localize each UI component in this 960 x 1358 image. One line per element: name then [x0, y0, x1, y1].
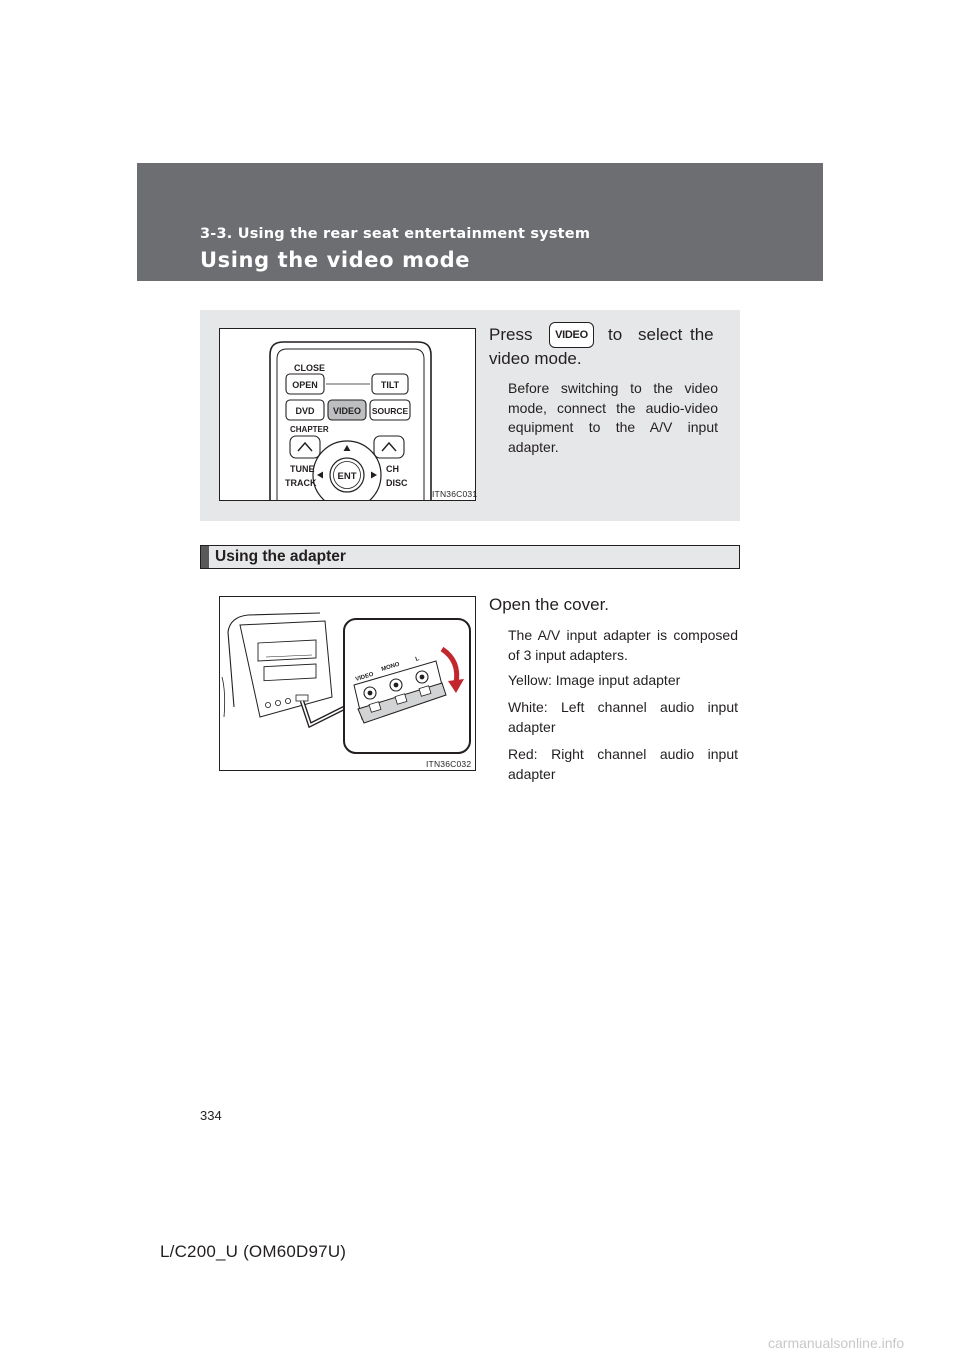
open-button-label: OPEN — [292, 380, 318, 390]
track-label: TRACK — [285, 478, 317, 488]
close-label: CLOSE — [294, 363, 326, 373]
video-key-badge: VIDEO — [549, 322, 594, 348]
jack-label-mono: MONO — [380, 661, 401, 673]
adapter-note: White: Left channel audio input adapter — [508, 699, 738, 735]
sub-heading-text: Using the adapter — [215, 548, 346, 565]
adapter-figure — [219, 596, 476, 771]
instruction-word: the — [690, 325, 714, 344]
step1-note: Before switching to the video mode, connect the audio-video equipment to the A/V input adapter. — [508, 380, 718, 455]
remote-control-figure — [219, 328, 476, 501]
ent-button-label: ENT — [337, 471, 357, 482]
remote-control-illustration — [220, 329, 478, 500]
page-number: 334 — [200, 1108, 222, 1123]
adapter-note: Red: Right channel audio input adapter — [508, 746, 738, 782]
sub-heading — [200, 545, 740, 569]
disc-label: DISC — [386, 478, 408, 488]
step2-instruction: Open the cover. — [489, 595, 610, 614]
section-label: 3-3. Using the rear seat entertainment system — [200, 226, 591, 242]
page-title: Using the video mode — [200, 248, 471, 272]
figure-id: ITN36C032 — [426, 759, 472, 769]
footer-code: L/C200_U (OM60D97U) — [160, 1242, 347, 1261]
tilt-button-label: TILT — [380, 380, 400, 390]
adapter-note: The A/V input adapter is composed of 3 input adapters. — [508, 627, 738, 663]
adapter-illustration — [220, 597, 475, 770]
sub-heading-bar — [201, 546, 209, 568]
source-button-label: SOURCE — [371, 406, 409, 416]
chapter-label: CHAPTER — [290, 425, 329, 434]
figure-id: ITN36C031 — [432, 489, 478, 499]
adapter-note: Yellow: Image input adapter — [508, 672, 681, 688]
jack-label-l: L — [414, 656, 421, 663]
instruction-word: to — [608, 325, 623, 344]
video-button-label: VIDEO — [332, 406, 362, 416]
jack-label-video: VIDEO — [354, 671, 375, 683]
tune-label: TUNE — [290, 464, 315, 474]
instruction-word: select — [638, 325, 683, 344]
watermark: carmanualsonline.info — [768, 1335, 905, 1351]
press-word: Press — [489, 325, 533, 344]
step1-instruction-line2: video mode. — [489, 349, 582, 368]
ch-label: CH — [386, 464, 399, 474]
dvd-button-label: DVD — [295, 406, 315, 416]
